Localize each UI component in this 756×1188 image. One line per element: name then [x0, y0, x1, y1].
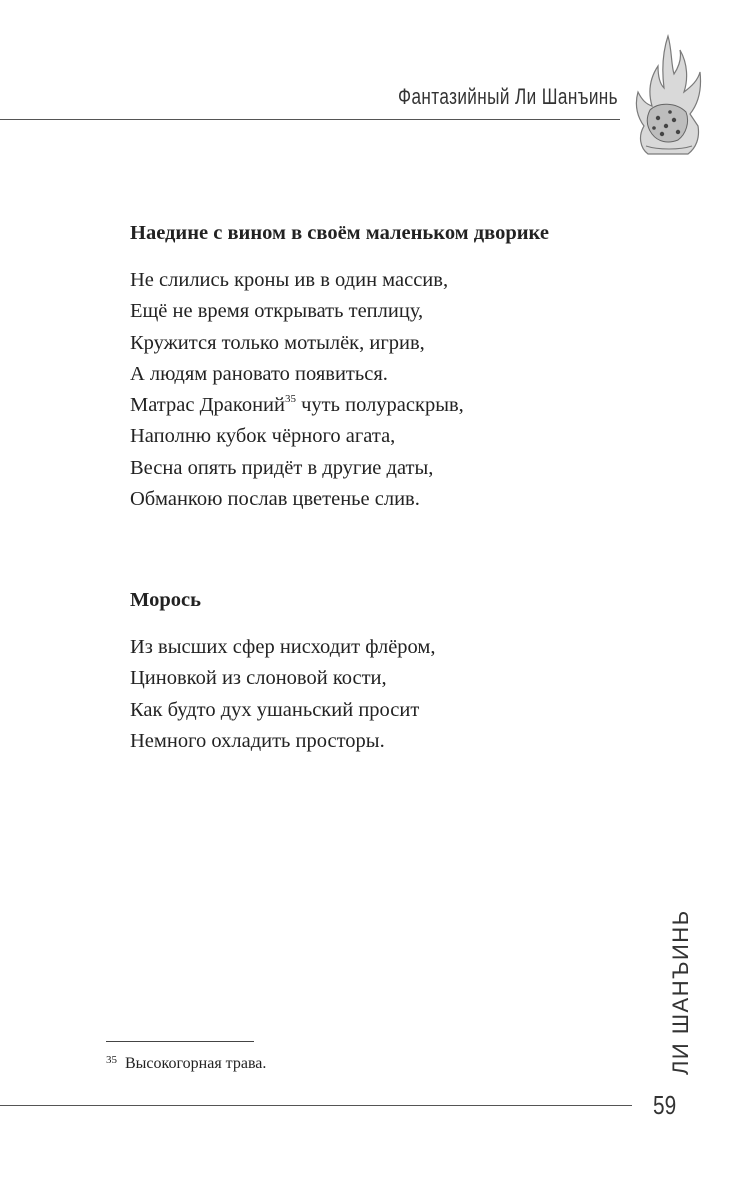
- poem-line: Весна опять придёт в другие даты,: [130, 456, 434, 479]
- poem-title: Наедине с вином в своём маленьком дворике: [130, 222, 549, 244]
- poem-line: Кружится только мотылёк, игрив,: [130, 331, 425, 354]
- footnote-text: Высокогорная трава.: [125, 1055, 267, 1072]
- poem-line: Циновкой из слоновой кости,: [130, 667, 387, 690]
- poem-line: Из высших сфер нисходит флёром,: [130, 636, 436, 658]
- poem-title: Морось: [130, 589, 201, 611]
- footnote-rule: [106, 1041, 254, 1042]
- poem-line: Немного охладить просторы.: [130, 729, 385, 752]
- footnote: [106, 1054, 266, 1073]
- footnote-ref[interactable]: 35: [285, 393, 296, 406]
- poem-line: [130, 390, 650, 421]
- poem-line: Как будто дух ушаньский просит: [130, 698, 420, 721]
- footer-rule: [0, 1105, 632, 1106]
- poem-line: Обманкою послав цветенье слив.: [130, 488, 420, 511]
- poem-line: Ещё не время открывать теплицу,: [130, 300, 424, 323]
- running-title: Фантазийный Ли Шанъинь: [398, 84, 618, 109]
- poem-line-text: чуть полураскрыв,: [296, 394, 464, 417]
- poem-line: Не слились кроны ив в один массив,: [130, 269, 449, 291]
- poem-2: [130, 589, 650, 757]
- poem-line-text: Матрас Драконий: [130, 394, 285, 417]
- header-rule: [0, 119, 620, 120]
- poem-line: А людям рановато появиться.: [130, 362, 388, 385]
- side-author-name: ЛИ ШАНЪИНЬ: [668, 909, 693, 1075]
- poem-line: Наполню кубок чёрного агата,: [130, 425, 396, 448]
- page-number: 59: [653, 1090, 677, 1120]
- poem-1: [130, 222, 650, 515]
- footnote-number: 35: [106, 1054, 117, 1066]
- stone-lion-statue-icon: [628, 30, 710, 160]
